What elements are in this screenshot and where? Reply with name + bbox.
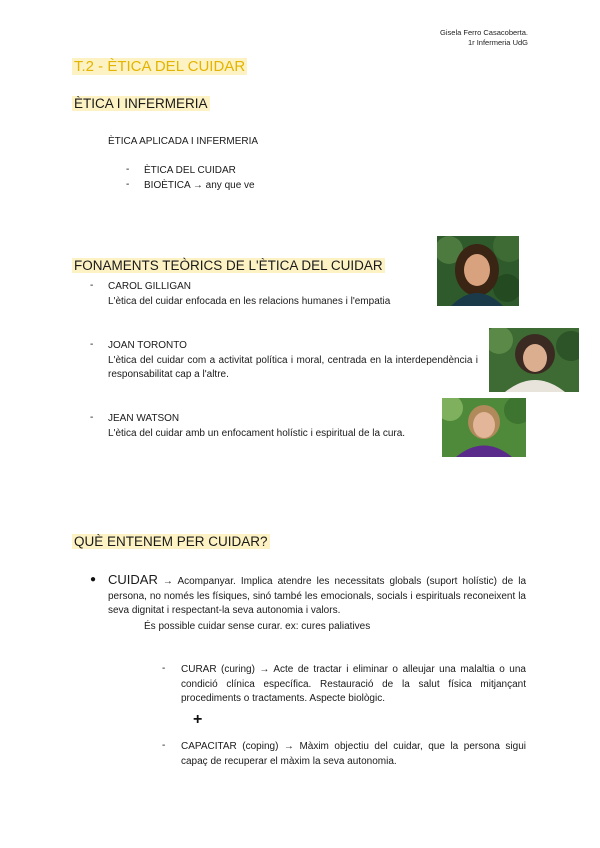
person-entry (108, 412, 432, 441)
section-heading-fonaments (72, 258, 385, 273)
person-name: JEAN WATSON (108, 413, 180, 424)
person-entry (108, 280, 438, 309)
author-block (440, 28, 528, 48)
dash-marker: - (90, 412, 94, 423)
dash-marker: - (90, 339, 94, 350)
dash-marker: - (162, 740, 166, 751)
section-heading-que-entenem (72, 534, 270, 549)
person-desc: L'ètica del cuidar amb un enfocament holístic i espiritual de la cura. (108, 427, 406, 439)
person-name: CAROL GILLIGAN (108, 281, 191, 292)
photo-carol-gilligan (437, 236, 519, 306)
page-title (72, 58, 247, 75)
subheading-etica-aplicada: ÈTICA APLICADA I INFERMERIA (108, 136, 259, 147)
section-heading-text: QUÈ ENTENEM PER CUIDAR? (74, 534, 268, 549)
cuidar-note: És possible cuidar sense curar. ex: cures paliatives (144, 621, 371, 632)
author-course: 1r Infermeria UdG (467, 38, 528, 47)
person-desc: L'ètica del cuidar enfocada en les relacions humanes i l'empatia (108, 295, 391, 307)
photo-jean-watson (442, 398, 526, 457)
dash-marker: - (90, 280, 94, 291)
person-entry (108, 339, 478, 383)
cuidar-text: → Acompanyar. Implica atendre les necessitats globals (suport holístic) de la persona, no només les físiques, sinó també les emocionals, socials i espirituals reconeixent la seva dignitat i respectant-la seva autonomia i valors. (108, 576, 526, 616)
person-name: JOAN TORONTO (108, 340, 187, 351)
dash-marker: - (162, 663, 166, 674)
cuidar-term: CUIDAR (108, 572, 158, 587)
person-desc: L'ètica del cuidar com a activitat política i moral, centrada en la interdependència i responsabilitat cap a l'altre. (108, 354, 478, 380)
bullet-dot-icon: ● (90, 574, 97, 585)
page-title-text: T.2 - ÈTICA DEL CUIDAR (74, 58, 246, 75)
section-heading-etica-infermeria (72, 96, 210, 111)
list-item: BIOÈTICA → any que ve (144, 180, 255, 191)
section-heading-text: ÈTICA I INFERMERIA (74, 96, 208, 111)
curar-definition: CURAR (curing) → Acte de tractar i eliminar o alleujar una malaltia o una condició clínica específica. Restauració de la salut física mitjançant procediments o tractaments. Aspecte biològic. (181, 664, 526, 704)
dash-marker: - (126, 164, 130, 175)
dash-marker: - (126, 179, 130, 190)
section-heading-text: FONAMENTS TEÒRICS DE L'ÈTICA DEL CUIDAR (74, 258, 383, 273)
author-name: Gisela Ferro Casacoberta. (440, 28, 528, 37)
cuidar-definition (108, 573, 526, 619)
list-item: ÈTICA DEL CUIDAR (144, 165, 236, 176)
plus-sign: + (193, 711, 203, 728)
capacitar-definition: CAPACITAR (coping) → Màxim objectiu del cuidar, que la persona sigui capaç de recuperar el màxim la seva autonomia. (181, 741, 526, 767)
photo-joan-toronto (489, 328, 579, 392)
